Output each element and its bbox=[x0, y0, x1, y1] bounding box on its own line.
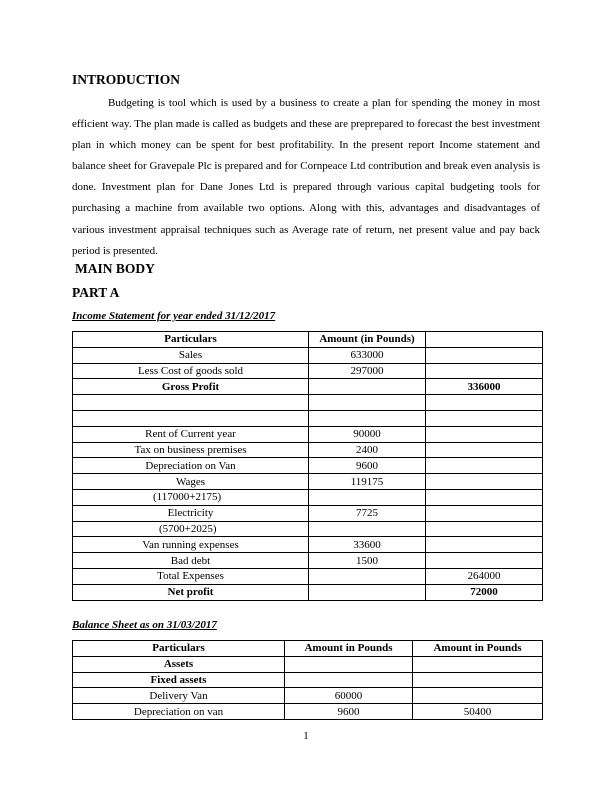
table-row bbox=[73, 442, 543, 458]
table-row-empty bbox=[73, 410, 543, 426]
cell-amount: 9600 bbox=[309, 458, 426, 474]
cell-particulars: (117000+2175) bbox=[73, 489, 309, 505]
cell-particulars: Depreciation on Van bbox=[73, 458, 309, 474]
cell-particulars: Rent of Current year bbox=[73, 426, 309, 442]
cell-total bbox=[426, 474, 543, 490]
cell-particulars: Gross Profit bbox=[73, 379, 309, 395]
table-row-empty bbox=[73, 395, 543, 411]
cell-total: 50400 bbox=[413, 704, 543, 720]
cell-total bbox=[426, 537, 543, 553]
table-row bbox=[73, 347, 543, 363]
cell-total bbox=[426, 521, 543, 537]
income-statement-caption: Income Statement for year ended 31/12/2017 bbox=[72, 310, 276, 322]
table-row bbox=[73, 489, 543, 505]
cell-amount bbox=[309, 489, 426, 505]
header-amount: Amount in Pounds bbox=[285, 641, 413, 657]
cell-amount: 60000 bbox=[285, 688, 413, 704]
cell-amount bbox=[309, 568, 426, 584]
cell-amount bbox=[285, 656, 413, 672]
cell-total bbox=[426, 363, 543, 379]
table-row bbox=[73, 363, 543, 379]
introduction-paragraph bbox=[72, 93, 540, 262]
cell-amount: 7725 bbox=[309, 505, 426, 521]
cell-total: 72000 bbox=[426, 584, 543, 600]
main-body-heading: MAIN BODY bbox=[75, 261, 155, 276]
part-a-heading: PART A bbox=[72, 285, 120, 300]
cell-particulars: Bad debt bbox=[73, 553, 309, 569]
cell-particulars: Assets bbox=[73, 656, 285, 672]
cell-amount: 2400 bbox=[309, 442, 426, 458]
table-row bbox=[73, 688, 543, 704]
header-total bbox=[426, 332, 543, 348]
table-row-assets bbox=[73, 656, 543, 672]
cell-total bbox=[426, 442, 543, 458]
cell-total bbox=[413, 656, 543, 672]
table-row-fixed-assets bbox=[73, 672, 543, 688]
introduction-text: Budgeting is tool which is used by a business to create a plan for spending the money in most efficient way. The plan made is called as budgets and these are preprepared to forecast the best investment plan in which money can be spent for best profitability. In the present report Income statement and balance sheet for Gravepale Plc is prepared and for Cornpeace Ltd contribution and break even analysis is done. Investment plan for Dane Jones Ltd is prepared through various capital budgeting tools for purchasing a machine from available two options. Along with this, advantages and disadvantages of various investment appraisal techniques such as Average rate of return, net present value and pay back period is presented. bbox=[72, 97, 540, 257]
introduction-heading: INTRODUCTION bbox=[72, 72, 181, 87]
cell-particulars: Tax on business premises bbox=[73, 442, 309, 458]
cell-amount bbox=[309, 584, 426, 600]
cell-amount bbox=[285, 672, 413, 688]
cell-total: 264000 bbox=[426, 568, 543, 584]
cell-particulars bbox=[73, 410, 309, 426]
table-row-total-expenses bbox=[73, 568, 543, 584]
cell-total bbox=[413, 688, 543, 704]
cell-particulars: Sales bbox=[73, 347, 309, 363]
cell-total bbox=[426, 347, 543, 363]
cell-total bbox=[426, 458, 543, 474]
income-header-row bbox=[73, 332, 543, 348]
cell-particulars: (5700+2025) bbox=[73, 521, 309, 537]
table-row bbox=[73, 537, 543, 553]
cell-amount: 633000 bbox=[309, 347, 426, 363]
header-amount-total: Amount in Pounds bbox=[413, 641, 543, 657]
cell-particulars: Delivery Van bbox=[73, 688, 285, 704]
cell-total bbox=[413, 672, 543, 688]
cell-total bbox=[426, 410, 543, 426]
table-row bbox=[73, 704, 543, 720]
header-particulars: Particulars bbox=[73, 332, 309, 348]
cell-total bbox=[426, 395, 543, 411]
cell-particulars: Net profit bbox=[73, 584, 309, 600]
balance-sheet-caption: Balance Sheet as on 31/03/2017 bbox=[72, 619, 217, 631]
cell-particulars: Van running expenses bbox=[73, 537, 309, 553]
page-number: 1 bbox=[303, 730, 309, 742]
cell-amount: 297000 bbox=[309, 363, 426, 379]
cell-total bbox=[426, 426, 543, 442]
cell-amount: 9600 bbox=[285, 704, 413, 720]
balance-header-row bbox=[73, 641, 543, 657]
balance-sheet-table bbox=[72, 640, 543, 720]
table-row-gross-profit bbox=[73, 379, 543, 395]
cell-total: 336000 bbox=[426, 379, 543, 395]
cell-amount bbox=[309, 379, 426, 395]
cell-amount bbox=[309, 521, 426, 537]
cell-amount: 90000 bbox=[309, 426, 426, 442]
cell-total bbox=[426, 489, 543, 505]
cell-amount: 119175 bbox=[309, 474, 426, 490]
income-statement-table bbox=[72, 331, 543, 601]
cell-amount bbox=[309, 410, 426, 426]
table-row bbox=[73, 505, 543, 521]
cell-total bbox=[426, 505, 543, 521]
header-amount: Amount (in Pounds) bbox=[309, 332, 426, 348]
table-row bbox=[73, 474, 543, 490]
table-row bbox=[73, 521, 543, 537]
header-particulars: Particulars bbox=[73, 641, 285, 657]
table-row-net-profit bbox=[73, 584, 543, 600]
table-row bbox=[73, 553, 543, 569]
cell-particulars bbox=[73, 395, 309, 411]
cell-particulars: Wages bbox=[73, 474, 309, 490]
table-row bbox=[73, 426, 543, 442]
cell-particulars: Less Cost of goods sold bbox=[73, 363, 309, 379]
cell-amount: 33600 bbox=[309, 537, 426, 553]
cell-particulars: Total Expenses bbox=[73, 568, 309, 584]
cell-particulars: Depreciation on van bbox=[73, 704, 285, 720]
cell-total bbox=[426, 553, 543, 569]
cell-amount bbox=[309, 395, 426, 411]
cell-particulars: Fixed assets bbox=[73, 672, 285, 688]
table-row bbox=[73, 458, 543, 474]
cell-amount: 1500 bbox=[309, 553, 426, 569]
cell-particulars: Electricity bbox=[73, 505, 309, 521]
